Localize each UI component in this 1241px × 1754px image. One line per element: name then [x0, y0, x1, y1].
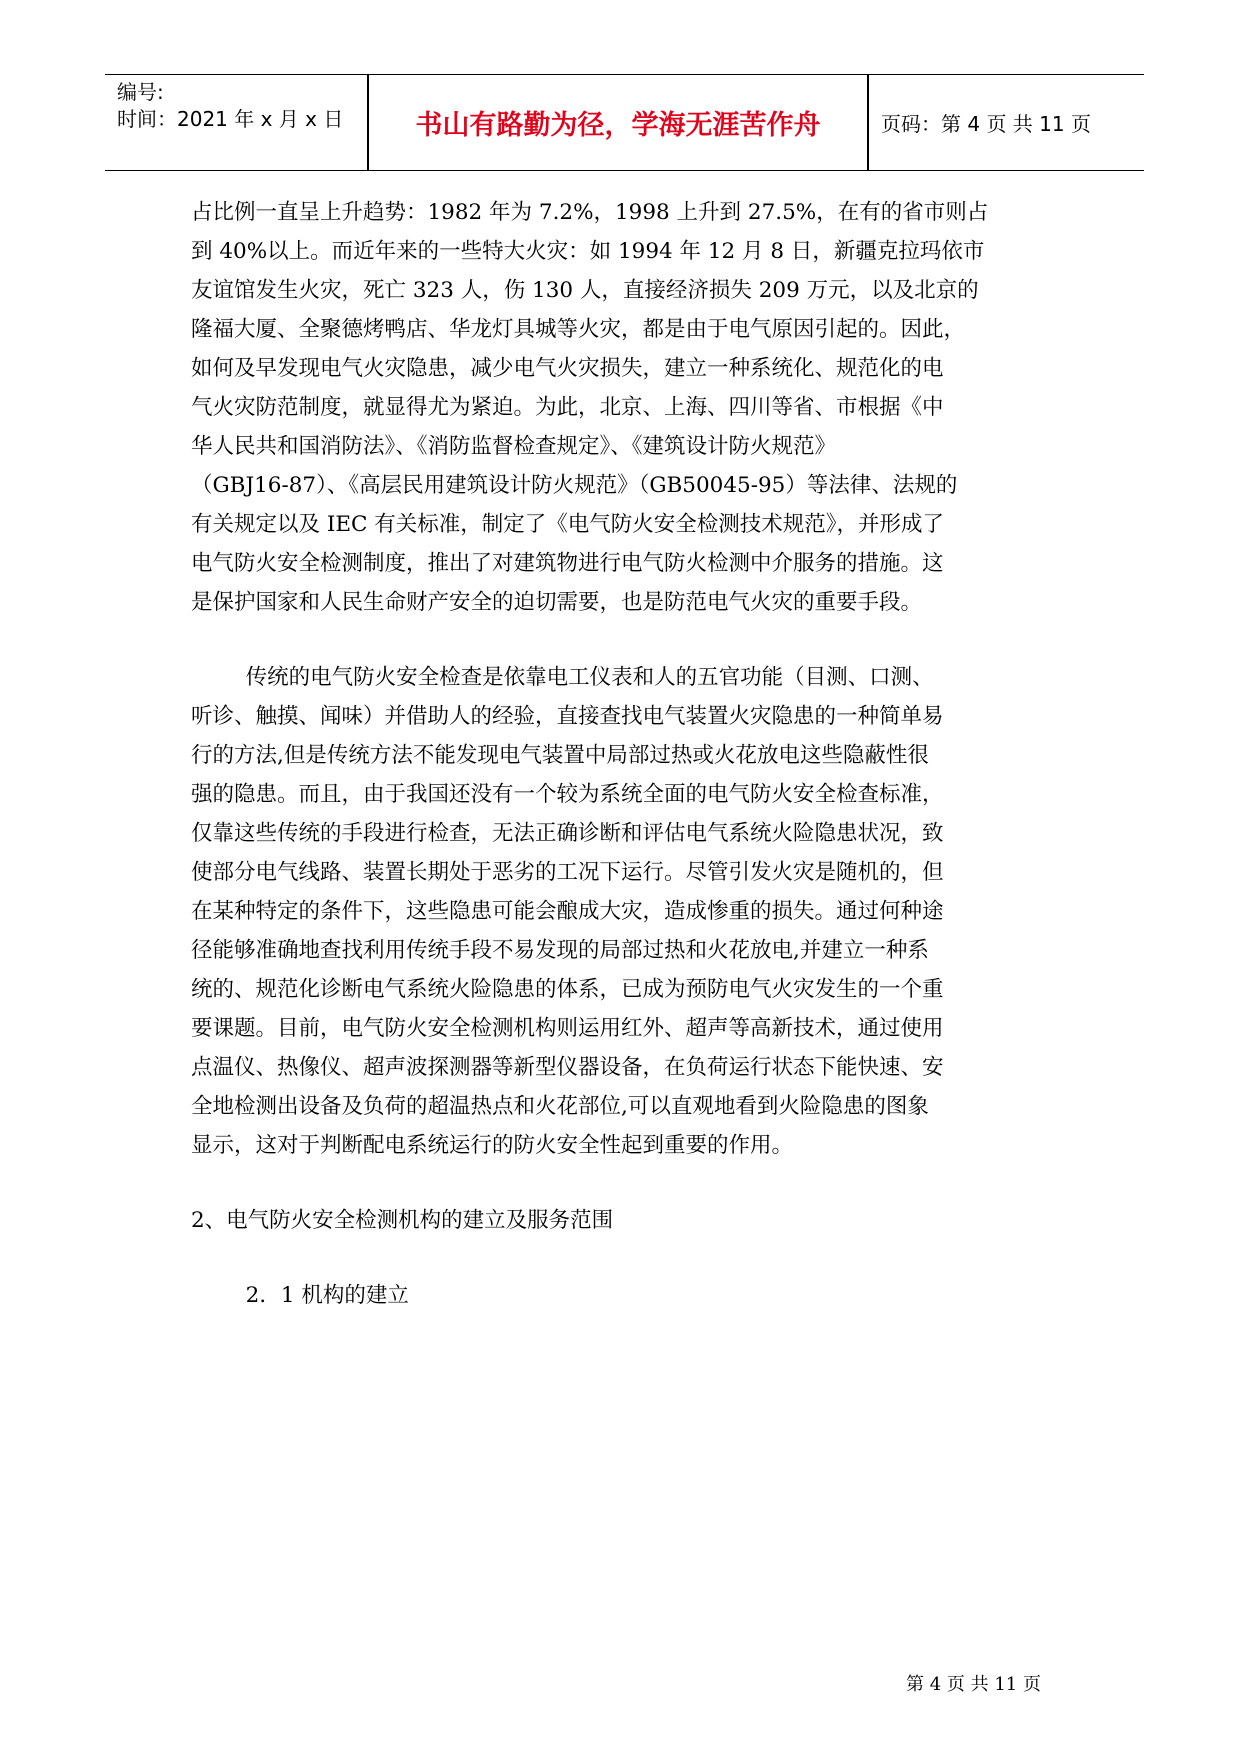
header-page-info: 页码：第 4 页 共 11 页 — [881, 112, 1091, 136]
text-line: 传统的电气防火安全检查是依靠电工仪表和人的五官功能（目测、口测、 — [191, 665, 934, 690]
text-line: 如何及早发现电气火灾隐患，减少电气火灾损失，建立一种系统化、规范化的电 — [191, 356, 944, 381]
text-line: 径能够准确地查找利用传统手段不易发现的局部过热和火花放电,并建立一种系 — [191, 938, 929, 963]
text-line: 在某种特定的条件下，这些隐患可能会酿成大灾，造成惨重的损失。通过何种途 — [191, 899, 944, 924]
page-header — [105, 74, 1144, 171]
page-footer: 第 4 页 共 11 页 — [906, 1674, 1041, 1695]
text-line: 点温仪、热像仪、超声波探测器等新型仪器设备，在负荷运行状态下能快速、安 — [191, 1055, 944, 1080]
document-date-label: 时间：2021 年 x 月 x 日 — [117, 107, 344, 131]
subsection-heading: 2．1 机构的建立 — [191, 1283, 409, 1308]
text-line: 要课题。目前，电气防火安全检测机构则运用红外、超声等高新技术，通过使用 — [191, 1016, 944, 1041]
paragraph-spacing — [191, 622, 1061, 658]
text-line: 隆福大厦、全聚德烤鸭店、华龙灯具城等火灾，都是由于电气原因引起的。因此， — [191, 317, 966, 342]
text-line: 行的方法,但是传统方法不能发现电气装置中局部过热或火花放电这些隐蔽性很 — [191, 743, 929, 768]
header-meta — [105, 75, 367, 170]
paragraph-2 — [191, 658, 1061, 1165]
text-line: 是保护国家和人民生命财产安全的迫切需要，也是防范电气火灾的重要手段。 — [191, 590, 923, 615]
text-line: 占比例一直呈上升趋势：1982 年为 7.2%，1998 上升到 27.5%，在有的省市则占 — [191, 200, 989, 225]
paragraph-spacing — [191, 1240, 1061, 1276]
text-line: 有关规定以及 IEC 有关标准，制定了《电气防火安全检测技术规范》，并形成了 — [191, 512, 945, 537]
paragraph-1 — [191, 193, 1061, 622]
text-line: 显示，这对于判断配电系统运行的防火安全性起到重要的作用。 — [191, 1133, 794, 1158]
section-heading: 2、电气防火安全检测机构的建立及服务范围 — [191, 1208, 614, 1233]
text-line: 全地检测出设备及负荷的超温热点和火花部位,可以直观地看到火险隐患的图象 — [191, 1094, 929, 1119]
text-line: 到 40%以上。而近年来的一些特大火灾：如 1994 年 12 月 8 日，新疆克拉玛依市 — [191, 239, 985, 264]
paragraph-spacing — [191, 1165, 1061, 1201]
text-line: 友谊馆发生火灾，死亡 323 人，伤 130 人，直接经济损失 209 万元，以及北京的 — [191, 278, 979, 303]
text-line: 华人民共和国消防法》、《消防监督检查规定》、《建筑设计防火规范》 — [191, 434, 837, 459]
text-line: 电气防火安全检测制度，推出了对建筑物进行电气防火检测中介服务的措施。这 — [191, 551, 944, 576]
document-body — [191, 193, 1061, 1315]
text-line: 仅靠这些传统的手段进行检查，无法正确诊断和评估电气系统火险隐患状况，致 — [191, 821, 944, 846]
text-line: 气火灾防范制度，就显得尤为紧迫。为此，北京、上海、四川等省、市根据《中 — [191, 395, 944, 420]
text-line: 听诊、触摸、闻味）并借助人的经验，直接查找电气装置火灾隐患的一种简单易 — [191, 704, 944, 729]
text-line: 统的、规范化诊断电气系统火险隐患的体系，已成为预防电气火灾发生的一个重 — [191, 977, 944, 1002]
text-line: 使部分电气线路、装置长期处于恶劣的工况下运行。尽管引发火灾是随机的，但 — [191, 860, 944, 885]
text-line: （GBJ16-87）、《高层民用建筑设计防火规范》（GB50045-95）等法律、法规的 — [191, 473, 958, 498]
text-line: 强的隐患。而且，由于我国还没有一个较为系统全面的电气防火安全检查标准， — [191, 782, 944, 807]
document-number-label: 编号: — [117, 80, 164, 104]
header-motto: 书山有路勤为径，学海无涯苦作舟 — [415, 110, 821, 141]
